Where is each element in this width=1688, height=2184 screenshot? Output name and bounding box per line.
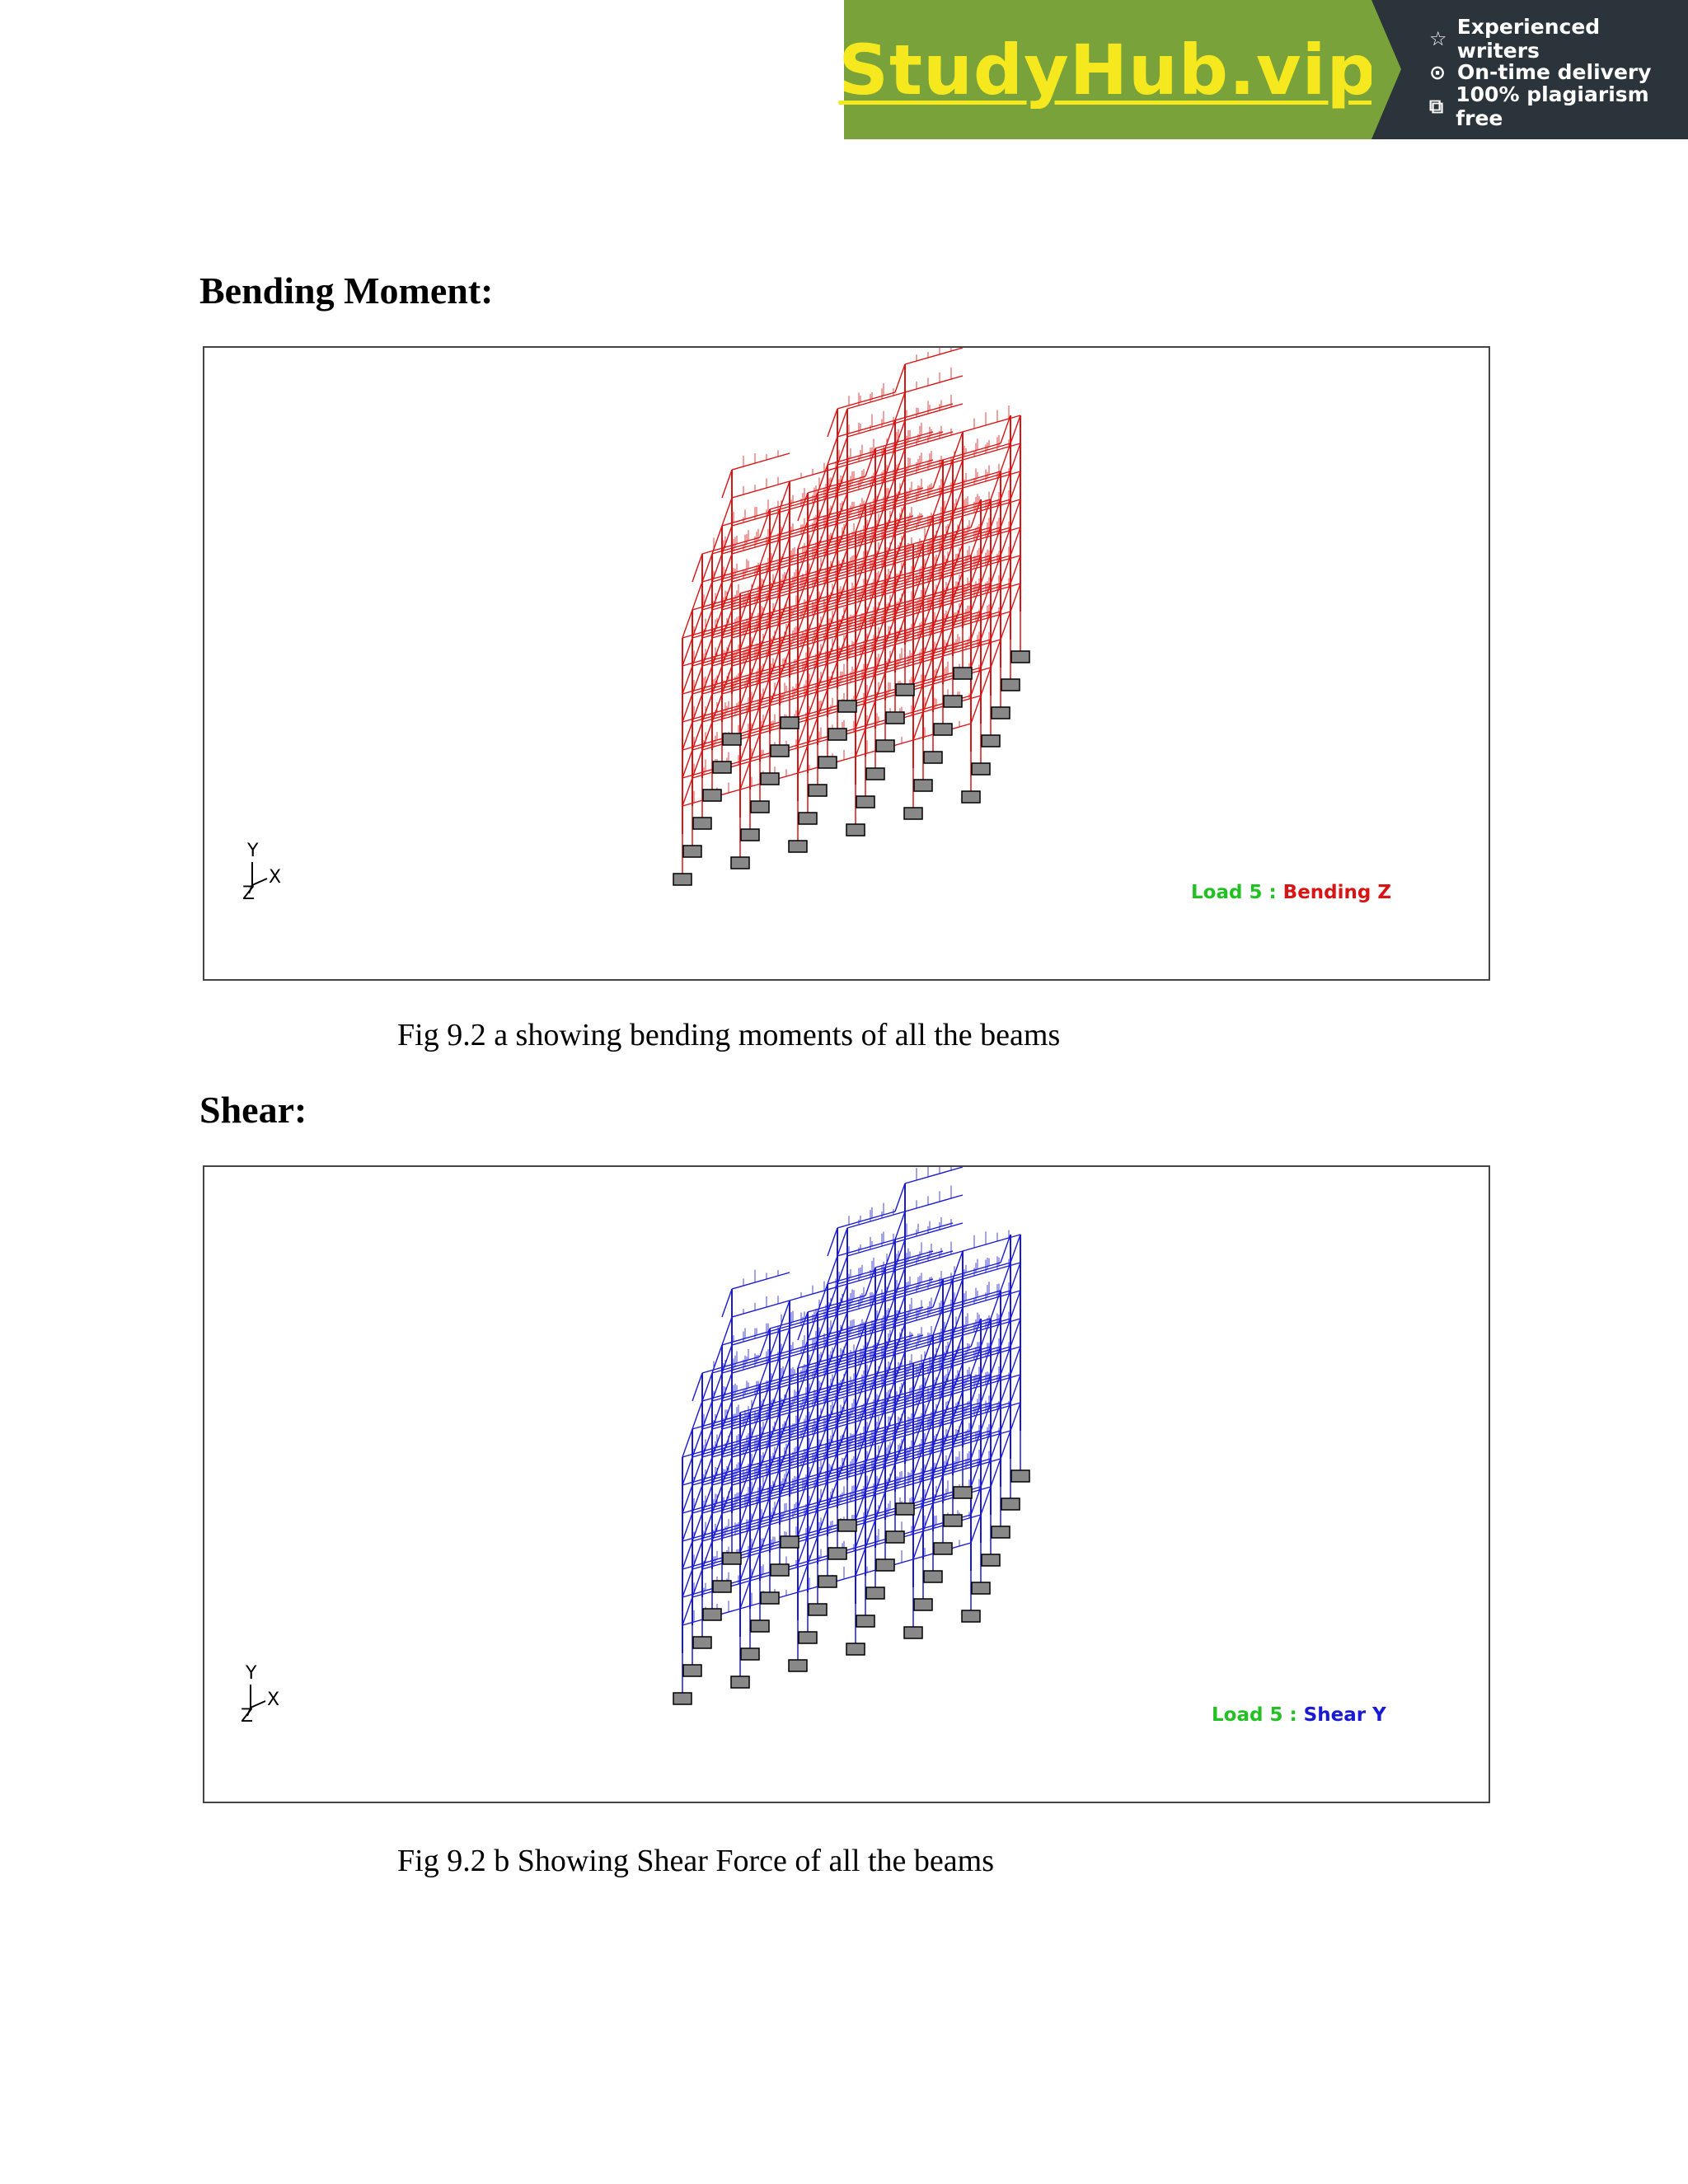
footing (781, 1536, 799, 1548)
footing (789, 841, 807, 852)
footing (761, 1592, 779, 1604)
footing (781, 717, 799, 729)
footing (846, 1643, 865, 1655)
footing (673, 1693, 692, 1704)
footing (799, 1632, 817, 1643)
footing (809, 1604, 827, 1615)
feature-text: 100% plagiarism free (1456, 82, 1649, 130)
footing (683, 846, 701, 857)
axis-y-label: Y (247, 841, 259, 861)
footing (731, 857, 749, 869)
legend-load: Load 5 : (1191, 882, 1283, 903)
footing (962, 1610, 980, 1622)
footing (683, 1665, 701, 1676)
footing (866, 768, 884, 780)
footing (934, 1543, 952, 1554)
footing (731, 1676, 749, 1688)
legend-type: Shear Y (1303, 1704, 1386, 1726)
footing (924, 1571, 942, 1582)
footing (856, 796, 874, 808)
footing (944, 696, 962, 707)
footing (954, 1487, 972, 1498)
figure-legend (1191, 882, 1391, 903)
footing (741, 829, 759, 841)
footing (703, 1609, 721, 1620)
footing (838, 1520, 856, 1531)
footing (771, 745, 789, 757)
footing (1001, 679, 1020, 691)
footing (818, 1576, 837, 1587)
footing (751, 1620, 769, 1632)
footing (876, 740, 894, 752)
footing (904, 808, 922, 819)
footing (693, 818, 711, 829)
axis-triad (236, 841, 285, 908)
footing (673, 874, 692, 885)
figure-shear (203, 1165, 1490, 1803)
figure-caption-a: Fig 9.2 a showing bending moments of all the beams (397, 1018, 1061, 1052)
footing (713, 762, 731, 773)
footing (828, 1548, 846, 1559)
footing (751, 801, 769, 813)
footing (761, 773, 779, 785)
axis-z-label: Z (242, 883, 256, 904)
axis-y-label: Y (246, 1663, 257, 1684)
footing (1011, 1470, 1029, 1482)
axis-triad (234, 1663, 284, 1731)
copy-icon: ⧉ (1429, 94, 1444, 118)
section-heading-bending: Bending Moment: (199, 269, 494, 312)
figure-legend (1212, 1704, 1386, 1726)
footing (866, 1587, 884, 1599)
footing (944, 1515, 962, 1526)
footing (838, 701, 856, 712)
legend-load: Load 5 : (1212, 1704, 1304, 1726)
feature-row (1429, 82, 1688, 130)
footing (972, 763, 990, 775)
footing (713, 1581, 731, 1592)
footing (693, 1637, 711, 1648)
footing (789, 1660, 807, 1671)
footing (809, 785, 827, 796)
axis-x-label: X (267, 1690, 280, 1710)
logo-text: StudyHub.vip (838, 29, 1377, 110)
footing (992, 707, 1010, 719)
footing (904, 1627, 922, 1638)
feature-row (1429, 14, 1688, 63)
star-icon: ☆ (1429, 26, 1447, 50)
studyhub-banner[interactable] (838, 0, 1688, 139)
footing (982, 1554, 1000, 1566)
axis-z-label: Z (241, 1706, 254, 1727)
figure-bending-moment (203, 346, 1490, 981)
footing (741, 1648, 759, 1660)
feature-text: On-time delivery (1457, 60, 1652, 84)
footing (914, 1599, 932, 1610)
footing (828, 729, 846, 740)
footing (896, 684, 914, 696)
footing (992, 1526, 1010, 1538)
footing (1001, 1498, 1020, 1510)
footing (799, 813, 817, 824)
clock-icon: ⊙ (1429, 60, 1447, 84)
footing (924, 752, 942, 763)
footing (886, 1531, 904, 1543)
footing (914, 780, 932, 791)
feature-text: Experienced writers (1456, 14, 1601, 63)
footing (846, 824, 865, 836)
figure-caption-b: Fig 9.2 b Showing Shear Force of all the beams (397, 1844, 995, 1878)
footing (962, 791, 980, 803)
axis-x-label: X (269, 867, 282, 888)
footing (723, 1553, 741, 1564)
footing (934, 724, 952, 735)
footing (972, 1582, 990, 1594)
footing (703, 790, 721, 801)
footing (1011, 651, 1029, 663)
studyhub-logo[interactable] (838, 0, 1377, 139)
legend-type: Bending Z (1282, 882, 1392, 903)
footing (954, 668, 972, 679)
footing (982, 735, 1000, 747)
footing (876, 1559, 894, 1571)
footing (818, 757, 837, 768)
footing (856, 1615, 874, 1627)
banner-features (1372, 0, 1688, 139)
footing (771, 1564, 789, 1576)
footing (886, 712, 904, 724)
section-heading-shear: Shear: (199, 1089, 307, 1131)
footing (896, 1503, 914, 1515)
footing (723, 733, 741, 745)
